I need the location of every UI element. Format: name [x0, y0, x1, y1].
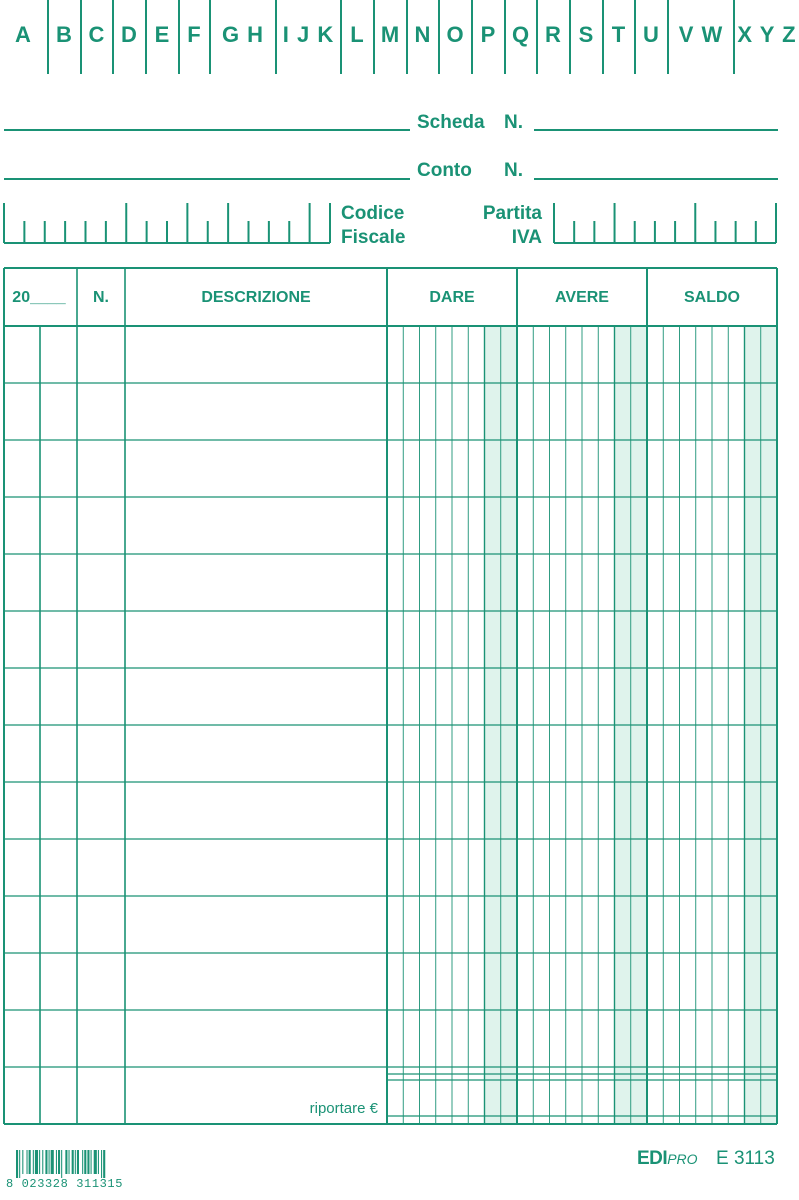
index-tab[interactable]: [375, 0, 408, 74]
index-tab[interactable]: [538, 0, 571, 74]
barcode-bar: [49, 1150, 50, 1174]
index-tab-label: S: [578, 22, 595, 47]
barcode-bar: [35, 1150, 38, 1174]
index-tab-label: L: [350, 22, 365, 47]
index-tab[interactable]: [669, 0, 735, 74]
column-header-year: 20____: [12, 289, 66, 306]
partita-iva-boxes: [550, 200, 780, 250]
barcode-bar: [69, 1150, 70, 1174]
scheda-number-line: [534, 129, 778, 131]
barcode-bar: [77, 1150, 79, 1174]
index-tab[interactable]: [408, 0, 440, 74]
barcode-bar: [19, 1150, 20, 1178]
barcode-bar: [61, 1150, 62, 1178]
barcode-bar: [33, 1150, 34, 1174]
barcode-bar: [27, 1150, 28, 1174]
conto-name-line: [4, 178, 410, 180]
riportare-label: riportare €: [309, 1100, 378, 1117]
barcode-bar: [51, 1150, 54, 1174]
conto-n-label: N.: [504, 160, 523, 181]
barcode-bar: [65, 1150, 67, 1174]
column-header-avere: AVERE: [555, 289, 609, 306]
index-tab[interactable]: [735, 0, 799, 74]
index-tab[interactable]: [636, 0, 669, 74]
index-tab[interactable]: [114, 0, 147, 74]
barcode-bar: [22, 1150, 23, 1174]
index-tab[interactable]: [473, 0, 506, 74]
barcode-bar: [84, 1150, 86, 1174]
codice-fiscale-line1: Codice: [341, 203, 405, 224]
index-tab-label: U: [643, 22, 660, 47]
index-tab[interactable]: [506, 0, 538, 74]
brand-edi: EDI: [637, 1148, 668, 1169]
index-tab-label: Q: [511, 22, 531, 47]
brand-pro: PRO: [667, 1151, 698, 1167]
barcode-bar: [16, 1150, 18, 1178]
index-tab[interactable]: [0, 0, 49, 74]
index-tab-label: I J K: [282, 22, 335, 47]
barcode-bar: [87, 1150, 89, 1174]
index-tab-label: A: [15, 22, 32, 47]
brand-logo: [637, 1148, 698, 1170]
index-tab-label: F: [187, 22, 202, 47]
barcode: [16, 1150, 156, 1178]
index-tab-label: P: [480, 22, 497, 47]
barcode-bar: [101, 1150, 102, 1178]
index-tab-label: G H: [221, 22, 265, 47]
index-tab-label: B: [56, 22, 73, 47]
product-code: E 3113: [716, 1148, 775, 1169]
codice-fiscale-boxes: [0, 200, 340, 250]
barcode-bar: [91, 1150, 92, 1174]
scheda-label: Scheda: [417, 112, 485, 133]
barcode-bar: [103, 1150, 105, 1178]
column-header-saldo: SALDO: [684, 289, 740, 306]
index-tab-label: M: [380, 22, 401, 47]
index-tab[interactable]: [49, 0, 82, 74]
index-tab-label: N: [414, 22, 432, 47]
index-tab-label: C: [88, 22, 106, 47]
barcode-number: 8 023328 311315: [6, 1177, 124, 1191]
index-tab-label: T: [611, 22, 627, 47]
index-tab[interactable]: [571, 0, 604, 74]
scheda-n-label: N.: [504, 112, 523, 133]
index-tab[interactable]: [604, 0, 636, 74]
partita-iva-line2: IVA: [511, 227, 542, 248]
column-header-dare: DARE: [429, 289, 475, 306]
partita-iva-label: [470, 202, 542, 250]
index-tab[interactable]: [180, 0, 211, 74]
index-tab[interactable]: [211, 0, 277, 74]
barcode-bar: [75, 1150, 76, 1174]
index-tab[interactable]: [440, 0, 473, 74]
column-header-description: DESCRIZIONE: [201, 289, 311, 306]
column-header-number: N.: [93, 289, 109, 306]
barcode-bar: [98, 1150, 99, 1174]
barcode-bar: [82, 1150, 83, 1174]
barcode-bar: [56, 1150, 57, 1174]
barcode-bar: [39, 1150, 40, 1174]
index-tab[interactable]: [342, 0, 375, 74]
alphabet-index-tabs: [0, 0, 799, 74]
codice-fiscale-label: [341, 202, 405, 250]
index-tab-label: V W: [678, 22, 724, 47]
barcode-bar: [45, 1150, 47, 1174]
index-tab[interactable]: [82, 0, 114, 74]
codice-fiscale-line2: Fiscale: [341, 227, 406, 248]
barcode-bar: [42, 1150, 43, 1174]
barcode-bar: [58, 1150, 60, 1174]
barcode-bar: [94, 1150, 97, 1174]
conto-label: Conto: [417, 160, 472, 181]
ledger-table: [0, 266, 799, 1128]
scheda-name-line: [4, 129, 410, 131]
barcode-bar: [72, 1150, 74, 1174]
conto-number-line: [534, 178, 778, 180]
index-tab-label: O: [446, 22, 465, 47]
index-tab[interactable]: [147, 0, 180, 74]
index-tab-label: X Y Z: [737, 22, 797, 47]
barcode-bar: [29, 1150, 31, 1174]
partita-iva-line1: Partita: [482, 203, 542, 224]
index-tab-label: R: [545, 22, 562, 47]
index-tab-label: D: [121, 22, 138, 47]
index-tab[interactable]: [277, 0, 342, 74]
index-tab-label: E: [154, 22, 171, 47]
